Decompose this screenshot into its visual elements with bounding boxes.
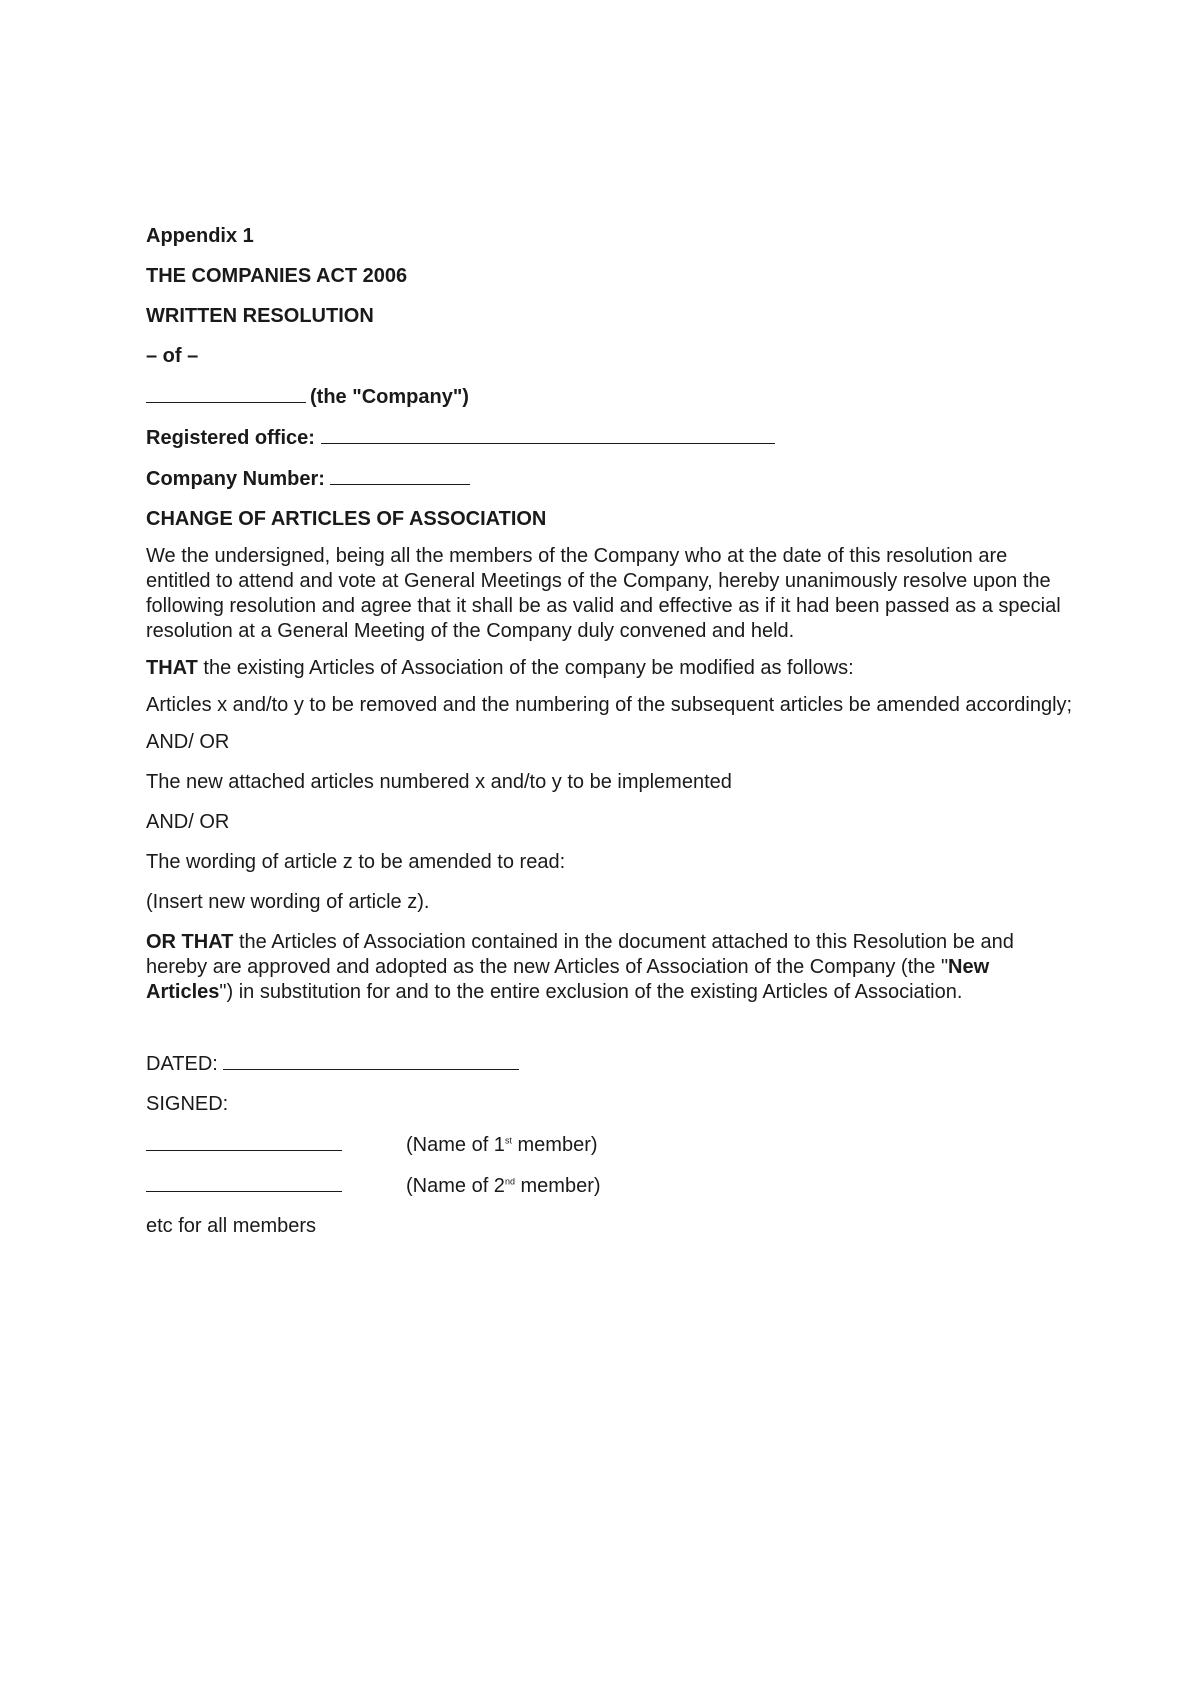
- member-2-prefix: (Name of 2: [406, 1175, 505, 1197]
- company-number-blank: [330, 466, 470, 485]
- act-title: THE COMPANIES ACT 2006: [146, 265, 408, 287]
- registered-office-blank: [321, 425, 775, 444]
- company-number-line: [146, 466, 1076, 491]
- option-insert-wording: (Insert new wording of article z).: [146, 891, 430, 913]
- of-line: – of –: [146, 345, 199, 367]
- signature-blank-2: [146, 1173, 342, 1192]
- intro-paragraph: We the undersigned, being all the members of the Company who at the date of this resolution are entitled to attend and vote at General Meetings of the Company, hereby unanimously resolve upon the following resolution and agree that it shall be as valid and effective as if it had been passed as a special resolution at a General Meeting of the Company duly convened and held.: [146, 545, 1061, 642]
- member-1-sup: st: [504, 1135, 512, 1146]
- and-or-1: AND/ OR: [146, 731, 230, 753]
- or-that-keyword: OR THAT: [146, 931, 234, 953]
- company-name-line: [146, 384, 1076, 409]
- that-paragraph: [146, 656, 1076, 681]
- resolution-title: WRITTEN RESOLUTION: [146, 305, 374, 327]
- etc-members: etc for all members: [146, 1215, 317, 1237]
- dated-label: DATED:: [146, 1053, 218, 1075]
- signed-label: SIGNED:: [146, 1093, 229, 1115]
- signature-row-2: [146, 1173, 1076, 1199]
- or-that-text-1: the Articles of Association contained in the document attached to this Resolution be and hereby are approved and adopted as the new Articles of Association of the Company (the ": [146, 931, 1014, 978]
- that-text: the existing Articles of Association of the company be modified as follows:: [197, 657, 854, 679]
- registered-office-line: [146, 425, 1076, 450]
- option-remove-articles: Articles x and/to y to be removed and the numbering of the subsequent articles be amended accordingly;: [146, 694, 1073, 716]
- member-1-prefix: (Name of 1: [406, 1134, 505, 1156]
- company-number-label: Company Number:: [146, 468, 325, 490]
- document-page: [146, 224, 1076, 1254]
- member-2-sup: nd: [504, 1176, 515, 1187]
- member-2-name: [406, 1174, 601, 1199]
- member-1-name: [406, 1133, 598, 1158]
- signature-row-1: [146, 1132, 1076, 1158]
- company-name-blank: [146, 384, 306, 403]
- option-new-articles: The new attached articles numbered x and/to y to be implemented: [146, 771, 732, 793]
- or-that-text-2: ") in substitution for and to the entire exclusion of the existing Articles of Association.: [219, 981, 963, 1003]
- dated-blank: [223, 1051, 519, 1070]
- spacer: [146, 1017, 1076, 1051]
- that-keyword: THAT: [146, 657, 198, 679]
- dated-line: [146, 1051, 1076, 1077]
- company-label: (the "Company"): [310, 386, 469, 408]
- appendix-title: Appendix 1: [146, 225, 254, 247]
- or-that-paragraph: [146, 930, 1076, 1005]
- registered-office-label: Registered office:: [146, 427, 315, 449]
- member-2-suffix: member): [514, 1175, 601, 1197]
- signature-blank-1: [146, 1132, 342, 1151]
- option-amend-wording: The wording of article z to be amended to read:: [146, 851, 566, 873]
- subject-title: CHANGE OF ARTICLES OF ASSOCIATION: [146, 508, 547, 530]
- new-articles-term: New Articles: [146, 956, 990, 1003]
- and-or-2: AND/ OR: [146, 811, 230, 833]
- member-1-suffix: member): [511, 1134, 598, 1156]
